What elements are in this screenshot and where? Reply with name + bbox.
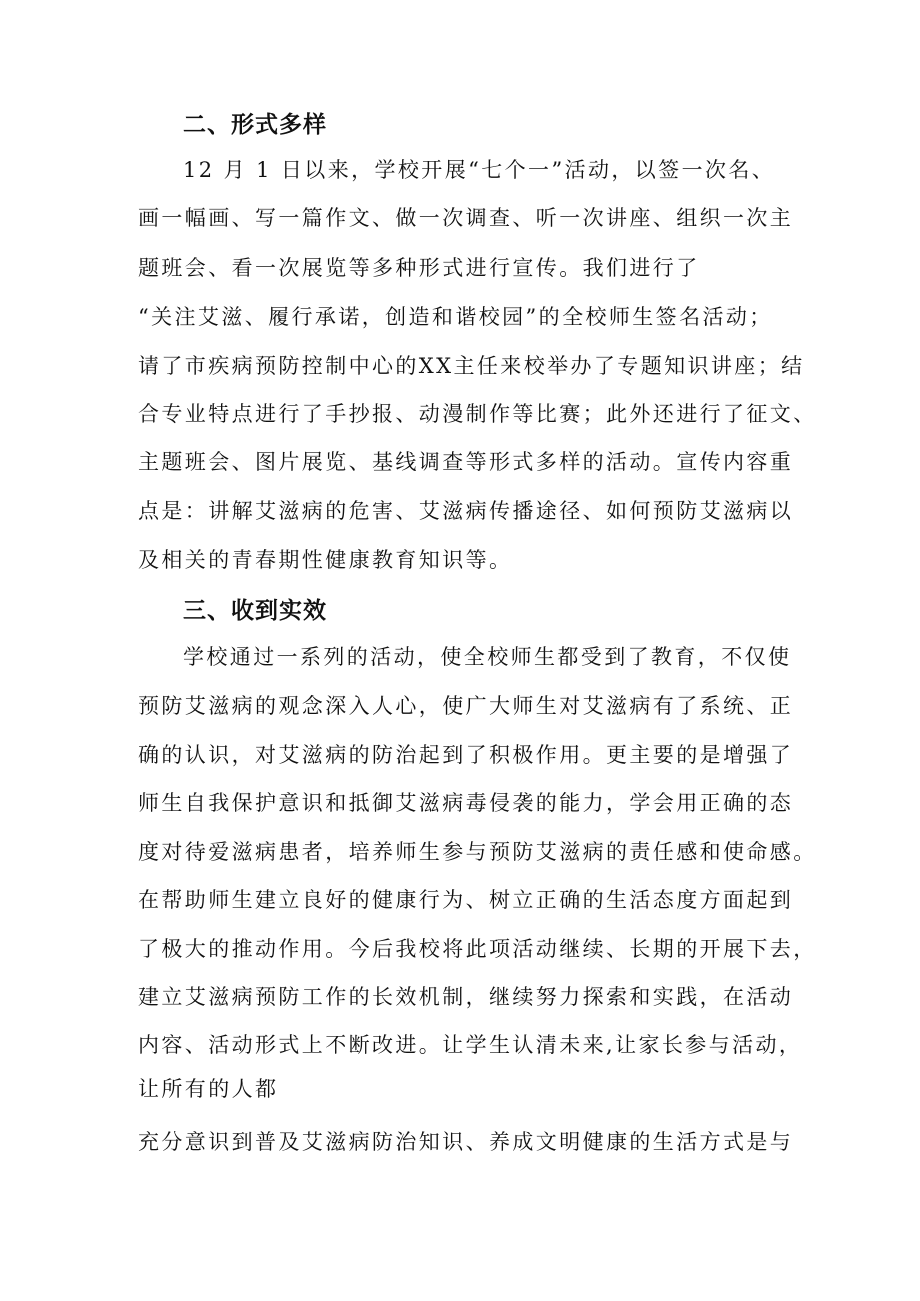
paragraph-line: 画一幅画、写一篇作文、做一次调查、听一次讲座、组织一次主 xyxy=(138,206,794,230)
paragraph-line: 确的认识，对艾滋病的防治起到了积极作用。更主要的是增强了 xyxy=(138,743,794,767)
paragraph-line: 合专业特点进行了手抄报、动漫制作等比赛；此外还进行了征文、 xyxy=(138,402,817,426)
paragraph-line: “关注艾滋、履行承诺，创造和谐校园”的全校师生签名活动； xyxy=(138,305,773,329)
paragraph-line: 点是：讲解艾滋病的危害、艾滋病传播途径、如何预防艾滋病以 xyxy=(138,499,794,523)
paragraph-line: 让所有的人都 xyxy=(138,1077,279,1101)
paragraph-line: 题班会、看一次展览等多种形式进行宣传。我们进行了 xyxy=(138,256,700,280)
paragraph-line: 12 月 1 日以来，学校开展“七个一”活动，以签一次名、 xyxy=(183,158,776,182)
paragraph-line: 在帮助师生建立良好的健康行为、树立正确的生活态度方面起到 xyxy=(138,888,794,912)
paragraph-line: 了极大的推动作用。今后我校将此项活动继续、长期的开展下去， xyxy=(138,937,817,961)
section-heading-forms: 二、形式多样 xyxy=(183,112,327,138)
paragraph-line: 及相关的青春期性健康教育知识等。 xyxy=(138,548,513,572)
paragraph-line: 度对待爱滋病患者，培养师生参与预防艾滋病的责任感和使命感。 xyxy=(138,840,817,864)
paragraph-line: 建立艾滋病预防工作的长效机制，继续努力探索和实践，在活动 xyxy=(138,985,794,1009)
paragraph-line: 充分意识到普及艾滋病防治知识、养成文明健康的生活方式是与 xyxy=(138,1130,794,1154)
paragraph-line: 请了市疾病预防控制中心的XX主任来校举办了专题知识讲座；结 xyxy=(138,354,805,378)
paragraph-line: 学校通过一系列的活动，使全校师生都受到了教育，不仅使 xyxy=(183,645,792,669)
paragraph-line: 师生自我保护意识和抵御艾滋病毒侵袭的能力，学会用正确的态 xyxy=(138,791,794,815)
paragraph-line: 预防艾滋病的观念深入人心，使广大师生对艾滋病有了系统、正 xyxy=(138,694,794,718)
section-heading-results: 三、收到实效 xyxy=(183,598,327,624)
paragraph-line: 主题班会、图片展览、基线调查等形式多样的活动。宣传内容重 xyxy=(138,450,794,474)
paragraph-line: 内容、活动形式上不断改进。让学生认清未来,让家长参与活动， xyxy=(138,1033,803,1057)
